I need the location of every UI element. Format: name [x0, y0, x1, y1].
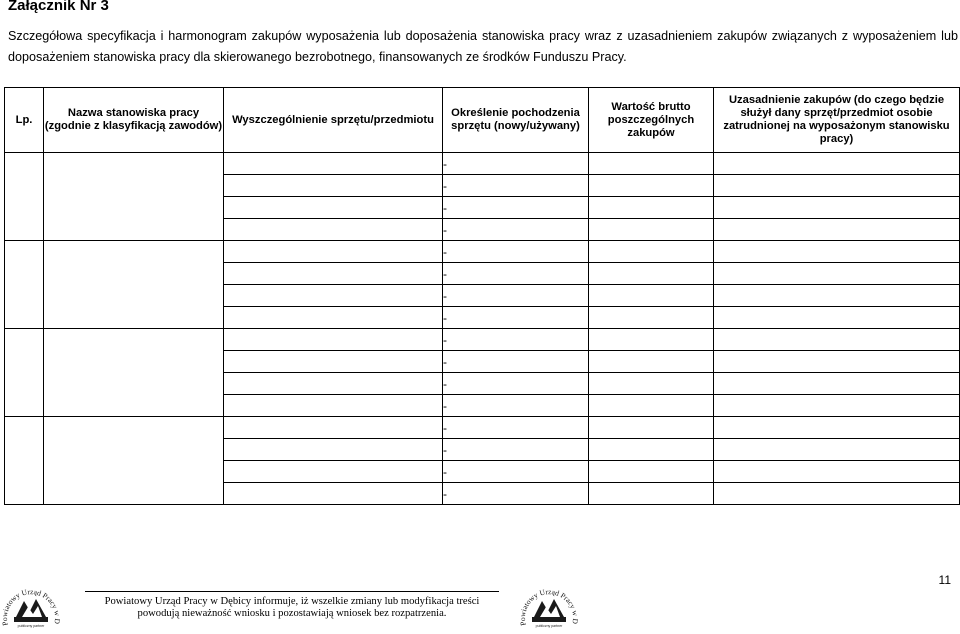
equipment-cell[interactable]: [224, 351, 443, 373]
lp-cell[interactable]: [5, 417, 44, 505]
origin-cell[interactable]: -: [443, 461, 589, 483]
value-cell[interactable]: [589, 153, 714, 175]
value-cell[interactable]: [589, 461, 714, 483]
value-cell[interactable]: [589, 307, 714, 329]
justification-cell[interactable]: [714, 153, 960, 175]
value-cell[interactable]: [589, 417, 714, 439]
justification-cell[interactable]: [714, 351, 960, 373]
equipment-cell[interactable]: [224, 285, 443, 307]
value-cell[interactable]: [589, 263, 714, 285]
equipment-cell[interactable]: [224, 197, 443, 219]
origin-cell[interactable]: -: [443, 483, 589, 505]
equipment-cell[interactable]: [224, 219, 443, 241]
equipment-cell[interactable]: [224, 153, 443, 175]
equipment-cell[interactable]: [224, 241, 443, 263]
origin-cell[interactable]: -: [443, 439, 589, 461]
logo-arc-text: Powiatowy Urząd Pracy w D: [0, 587, 62, 627]
position-name-cell[interactable]: [44, 329, 224, 417]
justification-cell[interactable]: [714, 197, 960, 219]
table-header-row: [5, 88, 960, 153]
logo-arc-text: Powiatowy Urząd Pracy w D: [518, 587, 580, 627]
justification-cell[interactable]: [714, 263, 960, 285]
justification-cell[interactable]: [714, 219, 960, 241]
justification-cell[interactable]: [714, 439, 960, 461]
lp-cell[interactable]: [5, 329, 44, 417]
col-header-equipment: Wyszczególnienie sprzętu/przedmiotu: [224, 88, 443, 153]
origin-cell[interactable]: -: [443, 197, 589, 219]
origin-cell[interactable]: -: [443, 417, 589, 439]
origin-cell[interactable]: -: [443, 373, 589, 395]
justification-cell[interactable]: [714, 175, 960, 197]
origin-cell[interactable]: -: [443, 241, 589, 263]
justification-cell[interactable]: [714, 329, 960, 351]
pup-logo-icon: [518, 581, 580, 634]
value-cell[interactable]: [589, 285, 714, 307]
value-cell[interactable]: [589, 197, 714, 219]
justification-cell[interactable]: [714, 461, 960, 483]
lp-cell[interactable]: [5, 153, 44, 241]
equipment-cell[interactable]: [224, 461, 443, 483]
value-cell[interactable]: [589, 395, 714, 417]
equipment-cell[interactable]: [224, 439, 443, 461]
footer-divider: [85, 591, 499, 592]
col-header-value: Wartość brutto poszczególnych zakupów: [589, 88, 714, 153]
equipment-cell[interactable]: [224, 307, 443, 329]
table-row: [5, 153, 960, 175]
origin-cell[interactable]: -: [443, 329, 589, 351]
justification-cell[interactable]: [714, 417, 960, 439]
lp-cell[interactable]: [5, 241, 44, 329]
origin-cell[interactable]: -: [443, 219, 589, 241]
value-cell[interactable]: [589, 175, 714, 197]
equipment-cell[interactable]: [224, 483, 443, 505]
table-row: [5, 241, 960, 263]
logo-sub-text: publiczny partner: [17, 624, 45, 628]
position-name-cell[interactable]: [44, 417, 224, 505]
position-name-cell[interactable]: [44, 241, 224, 329]
logo-sub-text: publiczny partner: [535, 624, 563, 628]
justification-cell[interactable]: [714, 307, 960, 329]
col-header-position: Nazwa stanowiska pracy (zgodnie z klasyfikacją zawodów): [44, 88, 224, 153]
footer-notice: Powiatowy Urząd Pracy w Dębicy informuje, iż wszelkie zmiany lub modyfikacja treści powodują nieważność wniosku i pozostawiają wniosek bez rozpatrzenia.: [104, 596, 480, 619]
value-cell[interactable]: [589, 351, 714, 373]
col-header-origin: Określenie pochodzenia sprzętu (nowy/używany): [443, 88, 589, 153]
specification-table: [4, 87, 960, 505]
col-header-lp: Lp.: [5, 88, 44, 153]
page-number: 11: [938, 573, 951, 587]
justification-cell[interactable]: [714, 241, 960, 263]
value-cell[interactable]: [589, 483, 714, 505]
equipment-cell[interactable]: [224, 373, 443, 395]
value-cell[interactable]: [589, 241, 714, 263]
equipment-cell[interactable]: [224, 395, 443, 417]
justification-cell[interactable]: [714, 373, 960, 395]
origin-cell[interactable]: -: [443, 395, 589, 417]
origin-cell[interactable]: -: [443, 307, 589, 329]
origin-cell[interactable]: -: [443, 263, 589, 285]
table-row: [5, 417, 960, 439]
pup-logo-icon: [0, 581, 62, 634]
origin-cell[interactable]: -: [443, 351, 589, 373]
equipment-cell[interactable]: [224, 329, 443, 351]
equipment-cell[interactable]: [224, 417, 443, 439]
value-cell[interactable]: [589, 439, 714, 461]
page-title: Załącznik Nr 3: [8, 0, 109, 14]
table-row: [5, 329, 960, 351]
value-cell[interactable]: [589, 329, 714, 351]
equipment-cell[interactable]: [224, 263, 443, 285]
justification-cell[interactable]: [714, 395, 960, 417]
value-cell[interactable]: [589, 373, 714, 395]
value-cell[interactable]: [589, 219, 714, 241]
col-header-justification: Uzasadnienie zakupów (do czego będzie służył dany sprzęt/przedmiot osobie zatrudnionej na wyposażonym stanowisku pracy): [714, 88, 960, 153]
position-name-cell[interactable]: [44, 153, 224, 241]
origin-cell[interactable]: -: [443, 285, 589, 307]
justification-cell[interactable]: [714, 483, 960, 505]
justification-cell[interactable]: [714, 285, 960, 307]
equipment-cell[interactable]: [224, 175, 443, 197]
intro-paragraph: Szczegółowa specyfikacja i harmonogram zakupów wyposażenia lub doposażenia stanowiska pracy wraz z uzasadnieniem zakupów związanych z wyposażeniem lub doposażeniem stanowiska pracy dla skierowanego bezrobotnego, finansowanych ze środków Funduszu Pracy.: [8, 29, 958, 64]
origin-cell[interactable]: -: [443, 153, 589, 175]
origin-cell[interactable]: -: [443, 175, 589, 197]
